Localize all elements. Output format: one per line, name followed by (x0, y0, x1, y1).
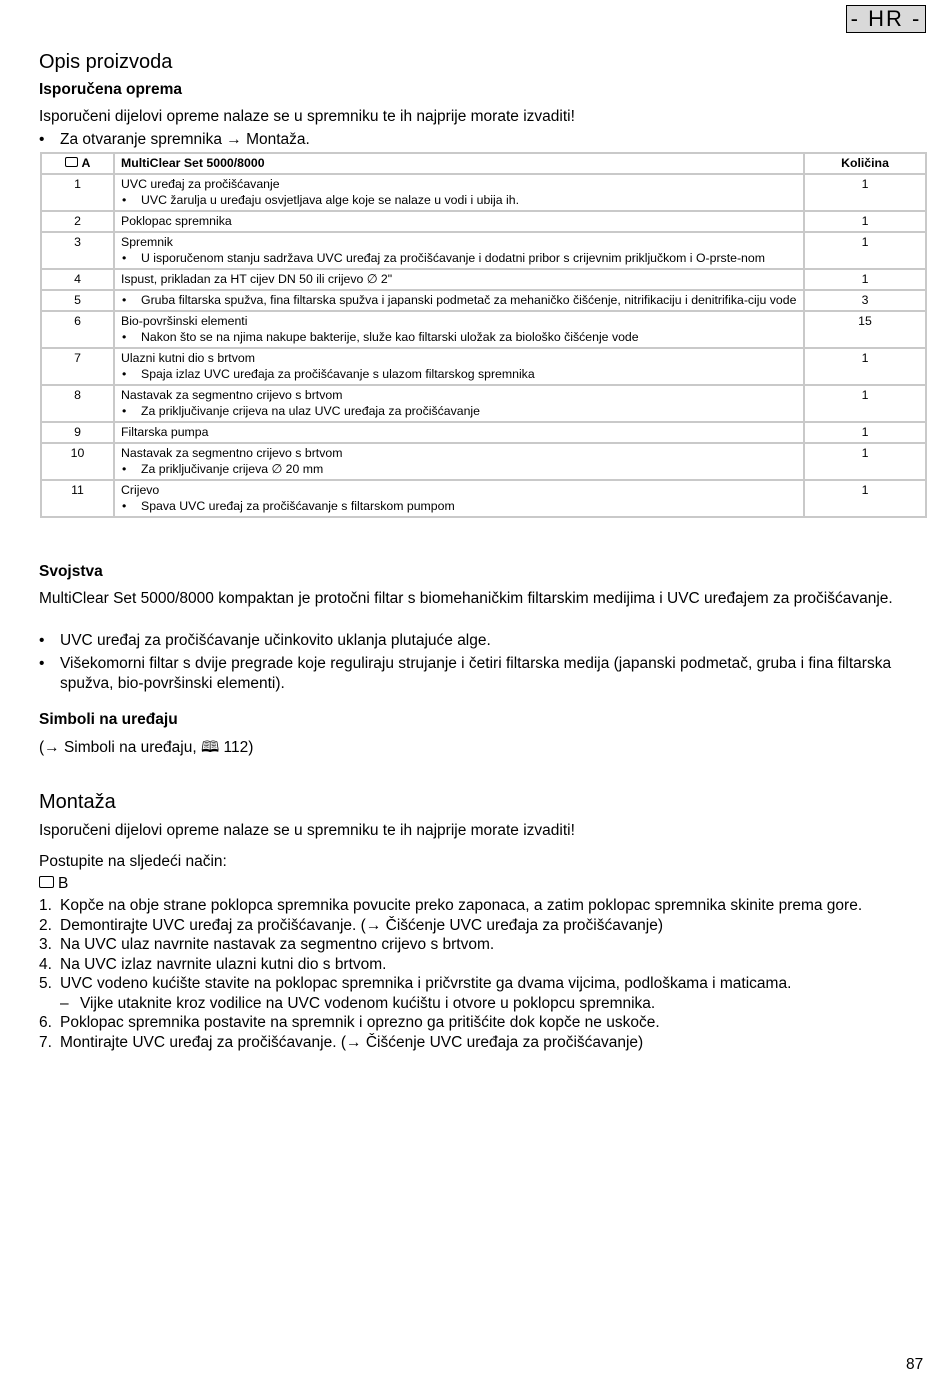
step-number: 4. (39, 955, 52, 973)
bullet-icon: • (122, 404, 127, 418)
step-text: Na UVC ulaz navrnite nastavak za segmentno crijevo s brtvom. (60, 936, 495, 953)
part-name: Nastavak za segmentno crijevo s brtvom (121, 446, 343, 460)
part-name: Filtarska pumpa (121, 425, 209, 439)
row-description (114, 348, 804, 385)
step-number: 5. (39, 975, 52, 992)
row-description (114, 174, 804, 211)
row-number: 1 (41, 174, 114, 211)
part-note-text: Gruba filtarska spužva, fina filtarska spužva i japanski podmetač za mehaničko čišćenje, nitrifikaciju i denitrifika-ciju vode (141, 293, 797, 307)
assembly-step (39, 1033, 919, 1053)
part-note-text: U isporučenom stanju sadržava UVC uređaj za pročišćavanje i dodatni pribor s crijevnim priključkom i O-prste-nom (141, 251, 765, 265)
subsection-title-features: Svojstva (39, 563, 103, 580)
part-note-text: Za priključivanje crijeva na ulaz UVC uređaja za pročišćavanje (141, 404, 481, 418)
bullet-text: Višekomorni filtar s dvije pregrade koje reguliraju strujanje i četiri filtarska medija (japanski podmetač, gruba i fina filtarska spužva, bio-površinski elementi). (60, 655, 892, 692)
parts-table (40, 152, 927, 518)
bullet-icon: • (39, 131, 45, 148)
row-number: 6 (41, 311, 114, 348)
bullet-icon: • (122, 367, 127, 381)
row-number: 9 (41, 422, 114, 443)
row-description (114, 311, 804, 348)
page-number: 87 (906, 1356, 924, 1373)
assembly-step (39, 974, 919, 994)
row-number: 7 (41, 348, 114, 385)
part-name: Ulazni kutni dio s brtvom (121, 351, 255, 365)
assembly-figure-ref (39, 874, 919, 894)
part-name: Nastavak za segmentno crijevo s brtvom (121, 388, 343, 402)
row-quantity: 1 (804, 422, 926, 443)
bullet-text: UVC uređaj za pročišćavanje učinkovito uklanja plutajuće alge. (60, 632, 491, 649)
assembly-step (39, 955, 919, 975)
part-name: Ispust, prikladan za HT cijev DN 50 ili crijevo ∅ 2" (121, 272, 393, 286)
row-quantity: 15 (804, 311, 926, 348)
table-row (41, 211, 926, 232)
section-title-product-description: Opis proizvoda (39, 51, 173, 73)
header-figure (41, 153, 114, 174)
step-number: 6. (39, 1014, 52, 1031)
row-quantity: 1 (804, 385, 926, 422)
open-container-bullet (39, 130, 919, 150)
assembly-intro: Isporučeni dijelovi opreme nalaze se u spremniku te ih najprije morate izvaditi! (39, 822, 575, 839)
part-note (121, 329, 797, 345)
table-row (41, 385, 926, 422)
row-description (114, 422, 804, 443)
row-description (114, 290, 804, 311)
assembly-procedure-label: Postupite na sljedeći način: (39, 853, 227, 870)
bullet-icon: • (39, 655, 45, 672)
table-row (41, 232, 926, 269)
row-quantity: 1 (804, 174, 926, 211)
part-name: Crijevo (121, 483, 160, 497)
assembly-substep (39, 994, 919, 1014)
row-quantity: 1 (804, 443, 926, 480)
symbols-reference: (→ Simboli na uređaju, 🕮 112) (39, 739, 254, 756)
step-text: Vijke utaknite kroz vodilice na UVC vodenom kućištu i otvore u poklopcu spremnika. (80, 994, 656, 1012)
step-text: Montirajte UVC uređaj za pročišćavanje. (→ Čišćenje UVC uređaja za pročišćavanje) (60, 1033, 644, 1051)
row-description (114, 211, 804, 232)
bullet-icon: • (122, 193, 127, 207)
part-name: Bio-površinski elementi (121, 314, 248, 328)
language-badge: - HR - (846, 5, 926, 33)
part-name: Poklopac spremnika (121, 214, 232, 228)
part-note-text: UVC žarulja u uređaju osvjetljava alge koje se nalaze u vodi i ubija ih. (141, 193, 520, 207)
section-title-assembly: Montaža (39, 791, 116, 813)
row-quantity: 3 (804, 290, 926, 311)
table-row (41, 480, 926, 517)
row-number: 8 (41, 385, 114, 422)
row-quantity: 1 (804, 348, 926, 385)
subsection-title-delivered-equipment: Isporučena oprema (39, 81, 182, 98)
row-description (114, 269, 804, 290)
row-number: 2 (41, 211, 114, 232)
step-number: 3. (39, 936, 52, 953)
bullet-text: Za otvaranje spremnika → Montaža. (60, 131, 310, 148)
row-number: 3 (41, 232, 114, 269)
table-row (41, 311, 926, 348)
feature-bullet-2 (39, 654, 919, 693)
assembly-step (39, 1013, 919, 1033)
header-set-name: MultiClear Set 5000/8000 (114, 153, 804, 174)
part-note (121, 403, 797, 419)
part-note (121, 461, 797, 477)
step-number: 1. (39, 897, 52, 914)
row-description (114, 385, 804, 422)
assembly-step (39, 916, 919, 936)
step-number: 7. (39, 1033, 52, 1051)
row-number: 4 (41, 269, 114, 290)
part-note-text: Za priključivanje crijeva ∅ 20 mm (141, 462, 324, 476)
row-number: 5 (41, 290, 114, 311)
assembly-steps-list (39, 896, 919, 1052)
part-note (121, 366, 797, 382)
part-note-text: Spaja izlaz UVC uređaja za pročišćavanje s ulazom filtarskog spremnika (141, 367, 535, 381)
row-quantity: 1 (804, 211, 926, 232)
bullet-icon: • (122, 462, 127, 476)
part-note-text: Spava UVC uređaj za pročišćavanje s filtarskom pumpom (141, 499, 455, 513)
bullet-icon: • (122, 330, 127, 344)
step-text: Demontirajte UVC uređaj za pročišćavanje. (→ Čišćenje UVC uređaja za pročišćavanje) (60, 916, 664, 934)
row-quantity: 1 (804, 232, 926, 269)
row-description (114, 232, 804, 269)
figure-icon (65, 157, 78, 167)
features-paragraph: MultiClear Set 5000/8000 kompaktan je protočni filtar s biomehaničkim filtarskim medijima i UVC uređajem za pročišćavanje. (39, 590, 893, 607)
figure-label: B (58, 875, 69, 892)
figure-icon (39, 876, 54, 888)
table-row (41, 443, 926, 480)
step-number: 2. (39, 916, 52, 934)
delivered-intro: Isporučeni dijelovi opreme nalaze se u spremniku te ih najprije morate izvaditi! (39, 108, 575, 125)
step-text: Kopče na obje strane poklopca spremnika povucite preko zaponaca, a zatim poklopac spremnika skinite prema gore. (60, 897, 863, 914)
parts-table-body (41, 174, 926, 517)
subsection-title-symbols: Simboli na uređaju (39, 711, 178, 728)
bullet-icon: • (39, 632, 45, 649)
feature-bullet-1 (39, 631, 919, 651)
table-row (41, 290, 926, 311)
table-row (41, 269, 926, 290)
step-text: UVC vodeno kućište stavite na poklopac spremnika i pričvrstite ga dvama vijcima, podloškama i maticama. (60, 975, 792, 992)
row-number: 10 (41, 443, 114, 480)
step-number: – (60, 994, 69, 1012)
table-header-row (41, 153, 926, 174)
assembly-step (39, 935, 919, 955)
table-row (41, 348, 926, 385)
figure-label: A (81, 156, 91, 170)
bullet-icon: • (122, 499, 127, 513)
part-note (121, 292, 797, 308)
part-note (121, 250, 797, 266)
part-name: UVC uređaj za pročišćavanje (121, 177, 280, 191)
bullet-icon: • (122, 251, 127, 265)
bullet-icon: • (122, 293, 127, 307)
table-row (41, 174, 926, 211)
header-quantity: Količina (804, 153, 926, 174)
step-text: Na UVC izlaz navrnite ulazni kutni dio s brtvom. (60, 955, 387, 973)
part-note-text: Nakon što se na njima nakupe bakterije, služe kao filtarski uložak za biološko čišćenje vode (141, 330, 639, 344)
assembly-step (39, 896, 919, 916)
row-number: 11 (41, 480, 114, 517)
part-note (121, 192, 797, 208)
part-note (121, 498, 797, 514)
row-description (114, 480, 804, 517)
table-row (41, 422, 926, 443)
row-quantity: 1 (804, 269, 926, 290)
part-name: Spremnik (121, 235, 173, 249)
row-description (114, 443, 804, 480)
row-quantity: 1 (804, 480, 926, 517)
step-text: Poklopac spremnika postavite na spremnik i oprezno ga pritišćite dok kopče ne uskoče. (60, 1014, 660, 1031)
